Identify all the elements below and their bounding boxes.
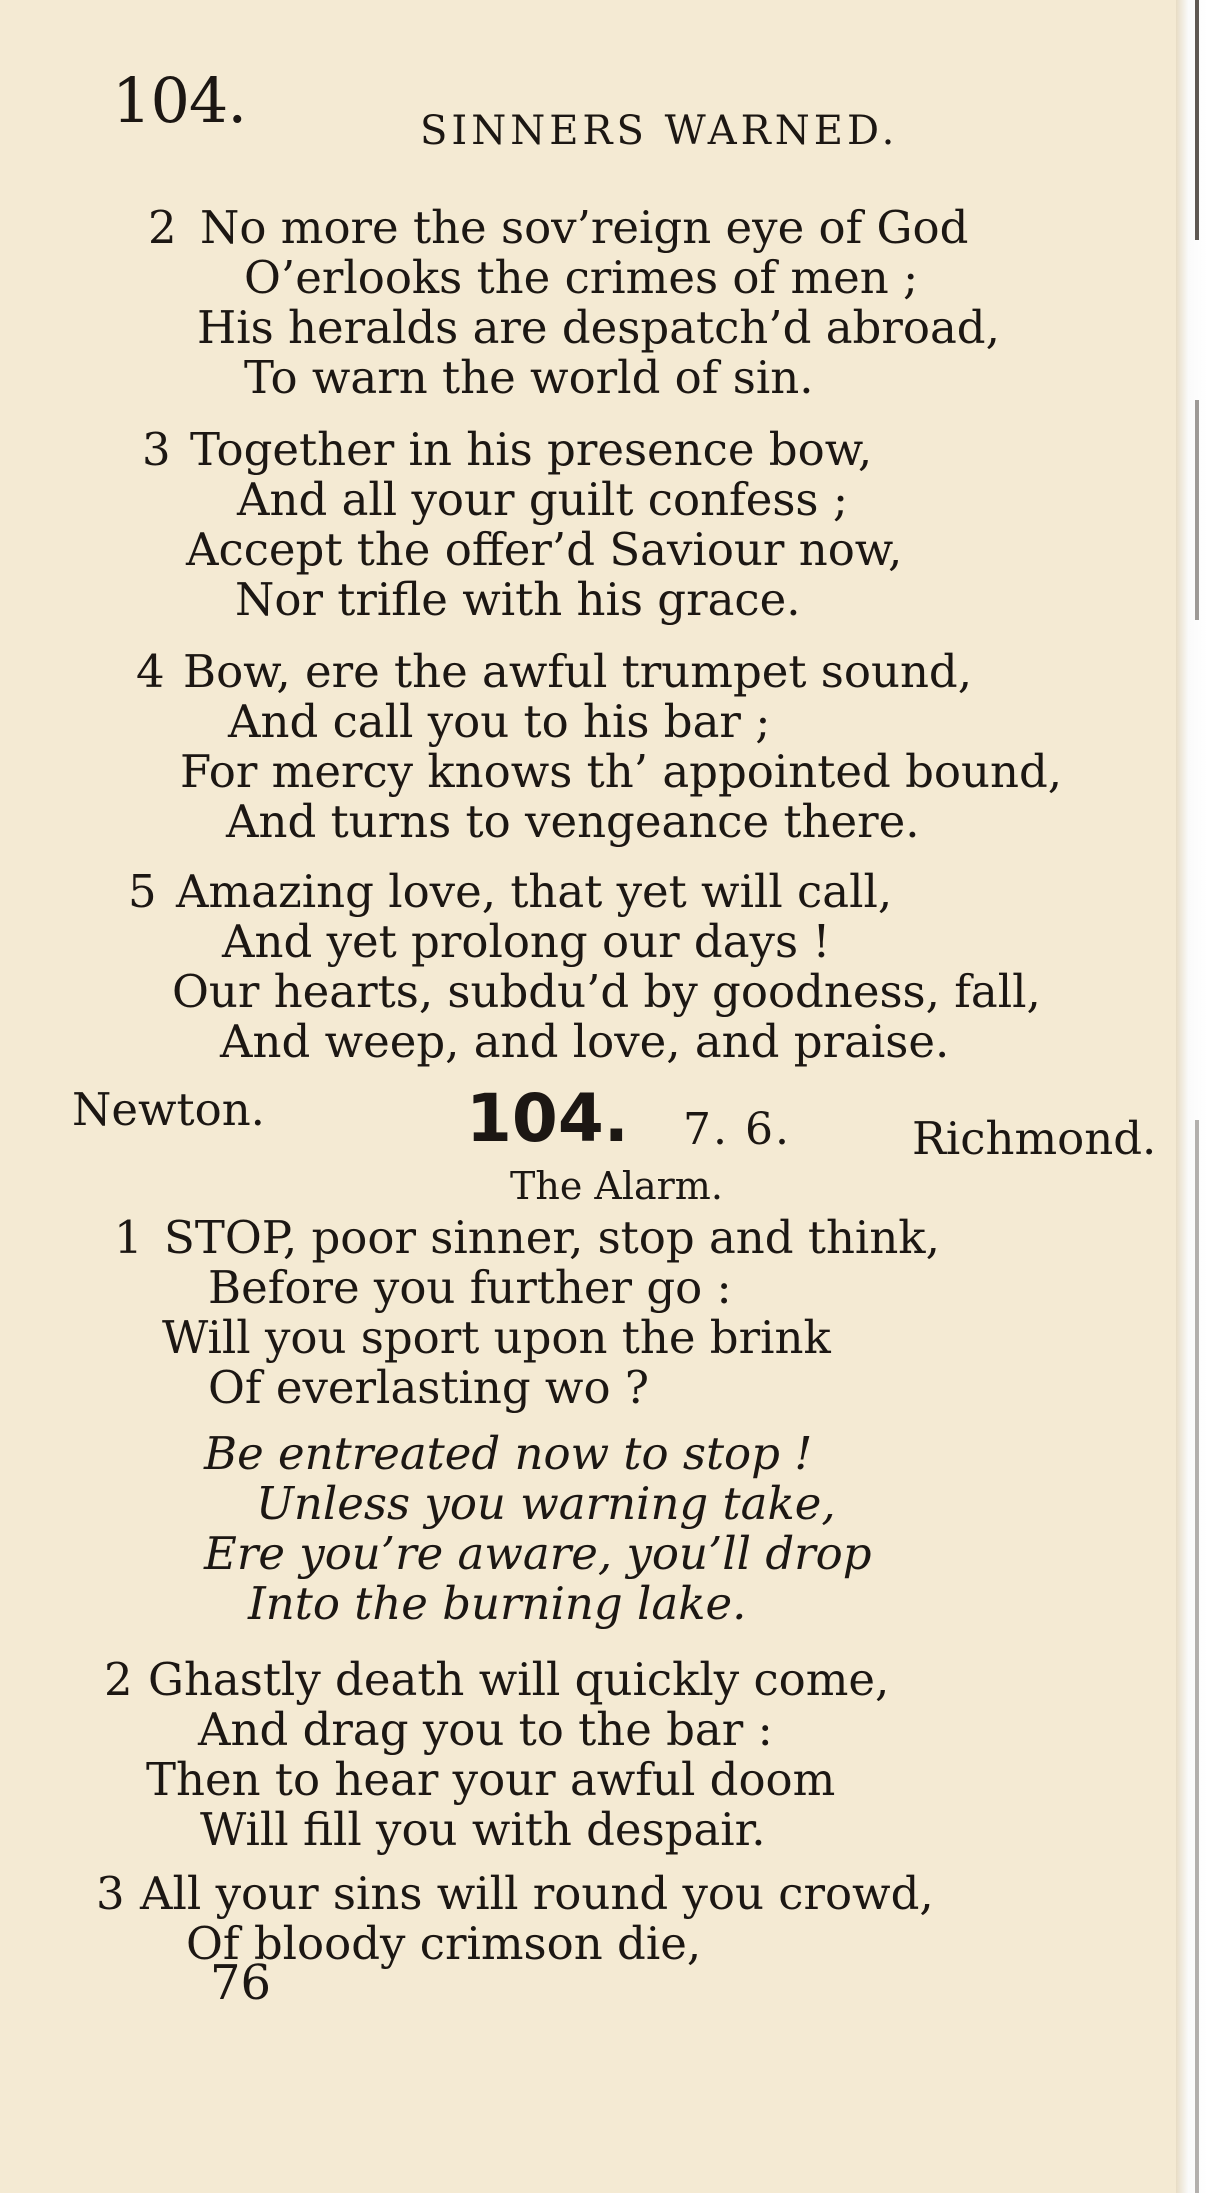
hymn-title: The Alarm. <box>510 1164 723 1208</box>
stanza-number: 4 <box>136 645 165 698</box>
verse-line: His heralds are despatch’d abroad, <box>197 301 1000 354</box>
signature-mark: 76 <box>210 1955 272 2011</box>
stanza-number: 3 <box>96 1867 125 1920</box>
verse-line: And all your guilt confess ; <box>237 473 848 526</box>
verse-line: Of everlasting wo ? <box>208 1361 649 1414</box>
verse-line: And yet prolong our days ! <box>222 915 831 968</box>
verse-line: To warn the world of sin. <box>244 351 814 404</box>
verse-line: Bow, ere the awful trumpet sound, <box>183 645 973 698</box>
stanza-number: 3 <box>142 423 171 476</box>
page-edge <box>1176 0 1207 2193</box>
verse-line: Will you sport upon the brink <box>162 1311 831 1364</box>
verse-line: Will fill you with despair. <box>200 1803 766 1856</box>
verse-line: For mercy knows th’ appointed bound, <box>180 745 1063 798</box>
hymn-meter: 7. 6. <box>683 1104 791 1155</box>
verse-line: Then to hear your awful doom <box>146 1753 836 1806</box>
verse-line: No more the sov’reign eye of God <box>200 201 969 254</box>
refrain-line: Into the burning lake. <box>248 1577 747 1630</box>
verse-line: Accept the offer’d Saviour now, <box>186 523 903 576</box>
stanza-number: 5 <box>128 865 157 918</box>
verse-line: Of bloody crimson die, <box>186 1917 702 1970</box>
running-title: SINNERS WARNED. <box>420 108 899 154</box>
verse-line: And turns to vengeance there. <box>226 795 920 848</box>
verse-line: And weep, and love, and praise. <box>220 1015 950 1068</box>
verse-line: STOP, poor sinner, stop and think, <box>164 1211 940 1264</box>
tune-name-right: Richmond. <box>912 1112 1157 1165</box>
verse-line: Before you further go : <box>208 1261 732 1314</box>
refrain-line: Ere you’re aware, you’ll drop <box>204 1527 872 1580</box>
binding-line <box>1195 400 1199 620</box>
stanza-number: 2 <box>148 201 177 254</box>
binding-line <box>1195 1120 1199 2193</box>
verse-line: All your sins will round you crowd, <box>140 1867 934 1920</box>
page-number: 104. <box>112 64 247 137</box>
binding-line <box>1195 0 1199 240</box>
verse-line: Amazing love, that yet will call, <box>176 865 893 918</box>
verse-line: And call you to his bar ; <box>228 695 771 748</box>
verse-line: Ghastly death will quickly come, <box>148 1653 890 1706</box>
stanza-number: 2 <box>104 1653 133 1706</box>
verse-line: Our hearts, subdu’d by goodness, fall, <box>172 965 1041 1018</box>
tune-name-left: Newton. <box>72 1083 265 1136</box>
refrain-line: Unless you warning take, <box>256 1477 836 1530</box>
verse-line: O’erlooks the crimes of men ; <box>244 251 919 304</box>
verse-line: Together in his presence bow, <box>190 423 873 476</box>
stanza-number: 1 <box>114 1211 143 1264</box>
verse-line: And drag you to the bar : <box>198 1703 773 1756</box>
hymn-number: 104. <box>466 1080 629 1157</box>
refrain-line: Be entreated now to stop ! <box>204 1427 813 1480</box>
verse-line: Nor trifle with his grace. <box>235 573 801 626</box>
